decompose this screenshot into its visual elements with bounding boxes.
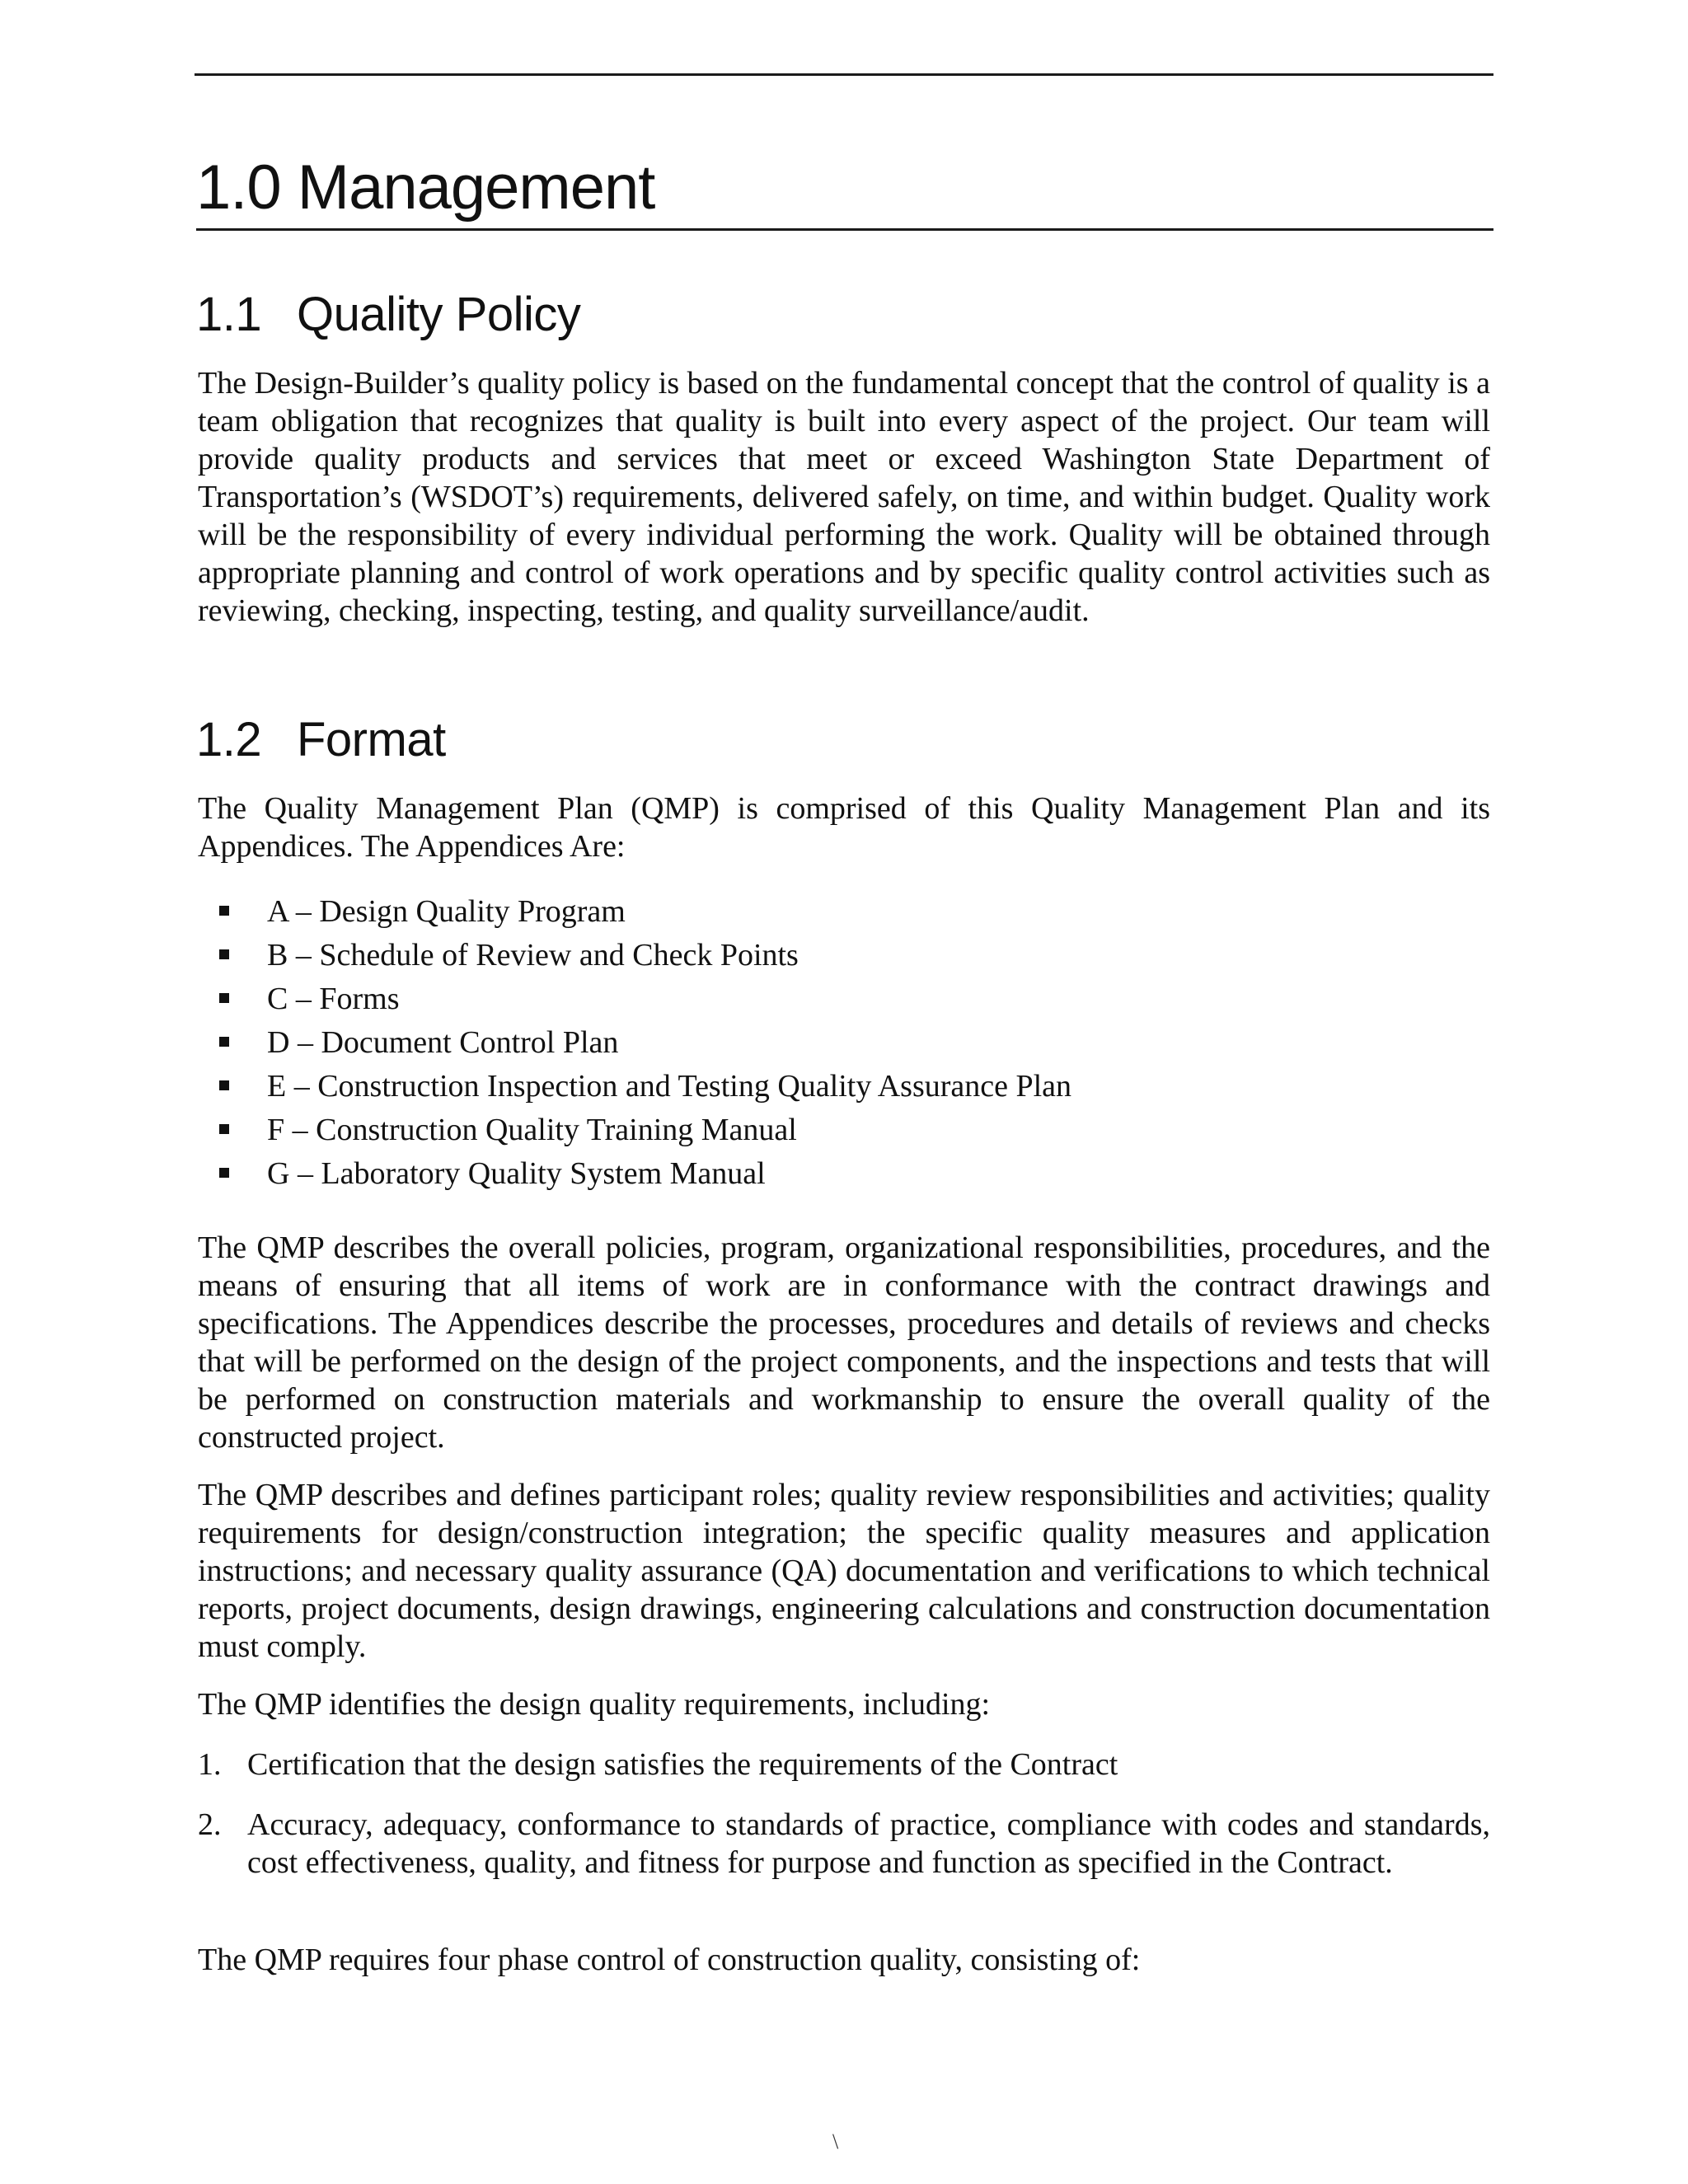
appendix-list [216,890,1452,1196]
list-number: 2. [198,1807,222,1842]
appendix-item: A – Design Quality Program [216,890,1452,934]
qmp-design-requirements-intro: The QMP identifies the design quality requirements, including: [198,1687,991,1722]
chapter-title: 1.0 Management [196,145,1493,231]
bullet-square-icon [219,1037,229,1047]
section-title: Format [297,713,446,766]
list-number: 1. [198,1747,222,1782]
four-phase-control-intro: The QMP requires four phase control of construction quality, consisting of: [198,1943,1141,1977]
section-heading-quality-policy [196,284,580,346]
appendix-item: E – Construction Inspection and Testing Quality Assurance Plan [216,1065,1452,1108]
appendix-item: G – Laboratory Quality System Manual [216,1152,1452,1196]
requirement-item: 2. Accuracy, adequacy, conformance to standards of practice, compliance with codes and standards, cost effectiveness, quality, and fitness for purpose and function as specified in the Contract. [198,1807,1490,1880]
bullet-square-icon [219,1168,229,1178]
appendix-item: F – Construction Quality Training Manual [216,1108,1452,1152]
header-rule [195,73,1493,76]
requirement-item: 1. Certification that the design satisfies the requirements of the Contract [198,1747,1118,1782]
qmp-roles-paragraph: The QMP describes and defines participant roles; quality review responsibilities and activities; quality requirements for design/construction integration; the specific quality measures and application instructions; and necessary quality assurance (QA) documentation and verifications to which technical reports, project documents, design drawings, engineering calculations and construction documentation must comply. [198,1478,1490,1664]
quality-policy-paragraph: The Design-Builder’s quality policy is based on the fundamental concept that the control of quality is a team obligation that recognizes that quality is built into every aspect of the project. Our team will provide quality products and services that meet or exceed Washington State Department of Transportation’s (WSDOT’s) requirements, delivered safely, on time, and within budget. Quality work will be the responsibility of every individual performing the work. Quality will be obtained through appropriate planning and control of work operations and by specific quality control activities such as reviewing, checking, inspecting, testing, and quality surveillance/audit. [198,366,1490,628]
bullet-square-icon [219,949,229,959]
design-requirements-list [198,1746,1490,1882]
section-number: 1.2 [196,713,262,766]
bullet-square-icon [219,1124,229,1134]
bullet-square-icon [219,1080,229,1090]
section-title: Quality Policy [297,288,581,341]
qmp-overview-paragraph: The QMP describes the overall policies, program, organizational responsibilities, procedures, and the means of ensuring that all items of work are in conformance with the contract drawings and specifications. The Appendices describe the processes, procedures and details of reviews and checks that will be performed on the design of the project components, and the inspections and tests that will be performed on construction materials and workmanship to ensure the overall quality of the constructed project. [198,1230,1490,1455]
bullet-square-icon [219,993,229,1003]
bullet-square-icon [219,906,229,916]
appendix-item: C – Forms [216,977,1452,1021]
page-footer-mark: \ [832,2130,839,2154]
appendix-item: D – Document Control Plan [216,1021,1452,1065]
section-heading-format [196,709,446,771]
appendix-item: B – Schedule of Review and Check Points [216,934,1452,977]
format-intro-paragraph: The Quality Management Plan (QMP) is comprised of this Quality Management Plan and its Appendices. The Appendices Are: [198,791,1490,864]
section-number: 1.1 [196,288,262,341]
